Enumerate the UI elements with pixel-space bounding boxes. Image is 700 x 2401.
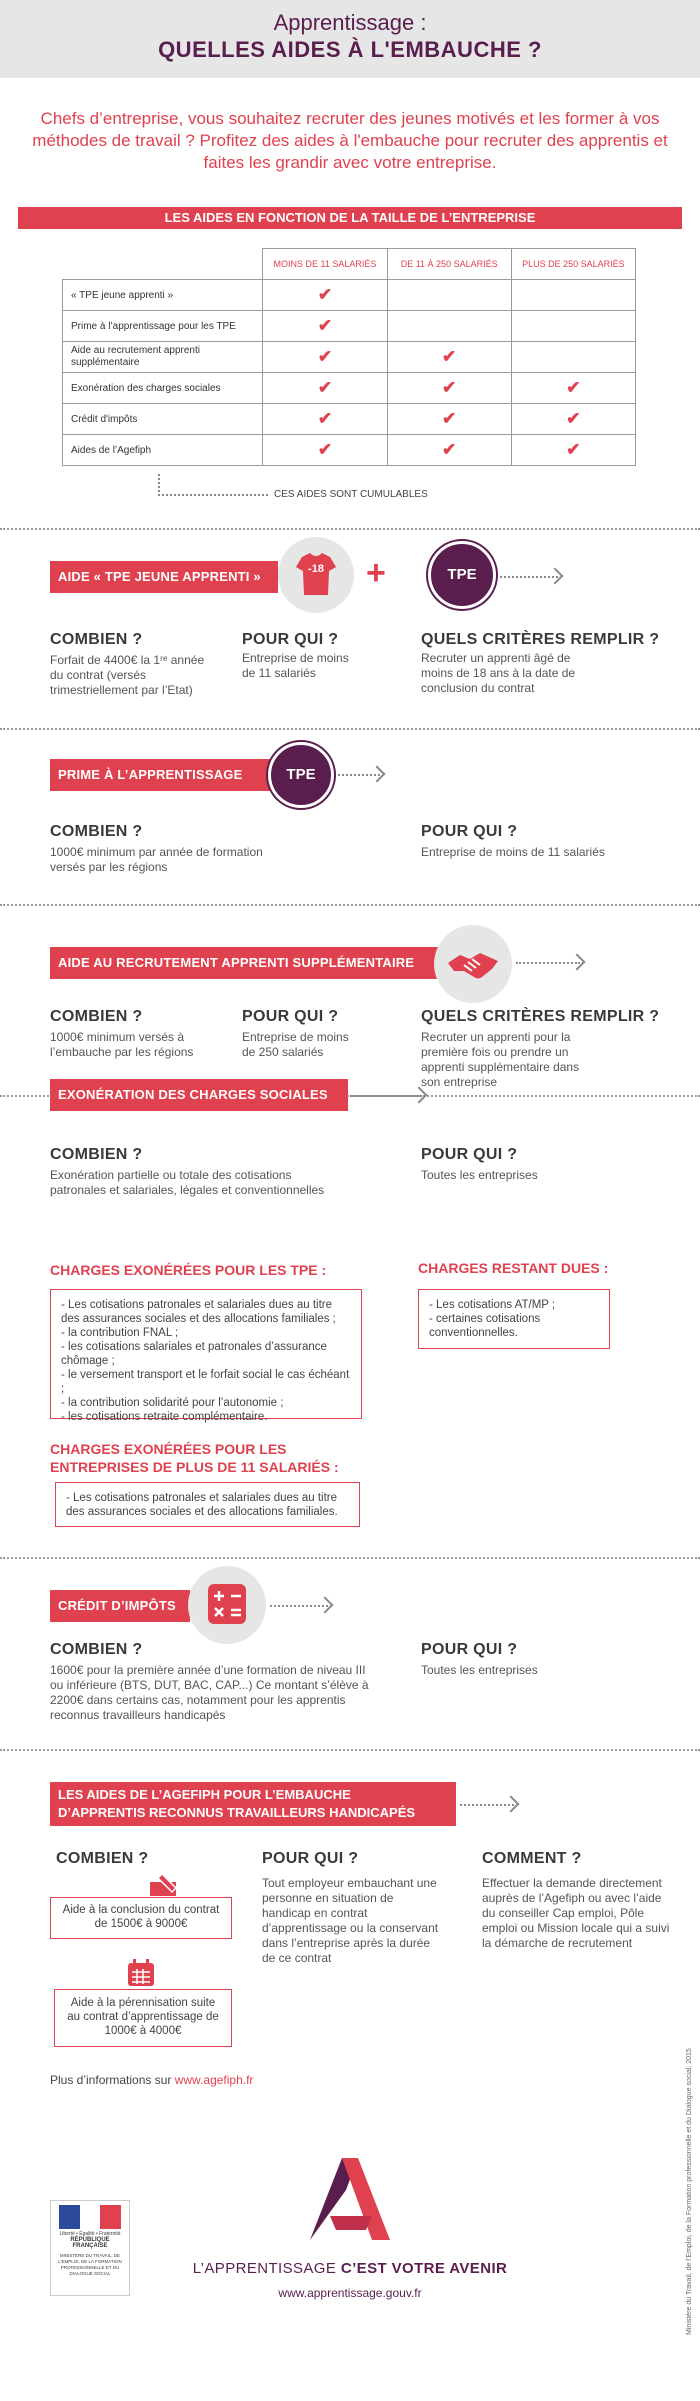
s4-combien-heading: COMBIEN ? [50, 1146, 143, 1163]
s2-combien-text: 1000€ minimum par année de formation versés par les régions [50, 845, 263, 874]
list-item: - les cotisations salariales et patronales d’assurance chômage ; [61, 1341, 327, 1367]
cumulable-note: CES AIDES SONT CUMULABLES [274, 489, 428, 500]
s6-combien-heading: COMBIEN ? [56, 1850, 149, 1867]
row-label: Aide au recrutement apprenti supplémentaire [63, 342, 263, 373]
s6-pourqui-text: Tout employeur embauchant une personne en situation de handicap en contrat d’apprentissage ou la conservant dans l’entreprise après la durée de ce contrat [262, 1876, 439, 1965]
check-icon: ✔ [263, 404, 387, 435]
arrow-head [317, 1597, 334, 1614]
aids-table [62, 248, 636, 466]
gov-republique: RÉPUBLIQUE FRANÇAISE [70, 2237, 110, 2249]
arrow-head [569, 954, 586, 971]
table-row [63, 280, 636, 311]
s6-comment-text: Effectuer la demande directement auprès de l’Agefiph ou avec l’aide du conseiller Cap emploi, Pôle emploi ou Mission locale qui a suivi la démarche de recrutement [482, 1876, 670, 1950]
s1-combien-heading: COMBIEN ? [50, 631, 143, 648]
s1-criteres-heading: QUELS CRITÈRES REMPLIR ? [421, 631, 660, 648]
check-icon: ✔ [263, 435, 387, 466]
slogan-part1: L’APPRENTISSAGE [192, 2260, 341, 2277]
s1-pourqui-text: Entreprise de moins de 11 salariés [242, 651, 349, 680]
arrow-head [369, 766, 386, 783]
s1-criteres-text: Recruter un apprenti âgé de moins de 18 ans à la date de conclusion du contrat [421, 651, 576, 695]
table-row [63, 342, 636, 373]
check-icon: ✔ [263, 311, 387, 342]
table-row [63, 311, 636, 342]
column-header: PLUS DE 250 SALARIÉS [511, 249, 635, 280]
intro-text: Chefs d’entreprise, vous souhaitez recruter des jeunes motivés et les former à vos méthodes de travail ? Profitez des aides à l'embauche pour recruter des apprentis et faites les grandir avec votre entreprise. [32, 109, 668, 172]
s6-pourqui-heading: POUR QUI ? [262, 1850, 359, 1867]
row-label: Crédit d'impôts [63, 404, 263, 435]
list-item: - Les cotisations patronales et salariales dues au titre des assurances sociales et des allocations familiales ; [61, 1299, 336, 1325]
s2-combien-heading: COMBIEN ? [50, 823, 143, 840]
s5-combien-heading: COMBIEN ? [50, 1641, 143, 1658]
pen-icon [140, 1870, 184, 1898]
agefiph-banner-line2: D’APPRENTIS RECONNUS TRAVAILLEURS HANDICAPÉS [58, 1805, 416, 1820]
s4-pourqui-text: Toutes les entreprises [421, 1168, 538, 1182]
check-icon: ✔ [511, 373, 635, 404]
check-icon: ✔ [387, 342, 511, 373]
plus11-charges-heading: CHARGES EXONÉRÉES POUR LES ENTREPRISES DE PLUS DE 11 SALARIÉS : [50, 1441, 339, 1475]
s4-pourqui-heading: POUR QUI ? [421, 1146, 518, 1163]
divider [0, 904, 700, 906]
check-icon: ✔ [263, 373, 387, 404]
prime-apprentissage-banner: PRIME À L’APPRENTISSAGE [50, 759, 272, 791]
row-label: « TPE jeune apprenti » [63, 280, 263, 311]
check-icon: ✔ [387, 435, 511, 466]
check-icon: ✔ [511, 404, 635, 435]
tpe-badge-icon [428, 541, 496, 609]
divider [0, 528, 700, 530]
table-row [63, 373, 636, 404]
s5-pourqui-text: Toutes les entreprises [421, 1663, 538, 1677]
handshake-icon [434, 925, 512, 1003]
gov-motto: Liberté • Égalité • Fraternité [59, 2231, 121, 2237]
charges-dues-box [418, 1289, 610, 1349]
tpe-badge-label: TPE [447, 566, 477, 583]
check-icon: ✔ [387, 404, 511, 435]
row-label: Exonération des charges sociales [63, 373, 263, 404]
s3-criteres-heading: QUELS CRITÈRES REMPLIR ? [421, 1008, 660, 1025]
tpe-charges-box [50, 1289, 362, 1423]
more-info-prefix: Plus d’informations sur [50, 2073, 175, 2087]
divider [0, 1557, 700, 1559]
government-logo [50, 2200, 130, 2296]
agefiph-box-contract: Aide à la conclusion du contrat de 1500€ à 9000€ [50, 1897, 232, 1939]
agefiph-banner-line1: LES AIDES DE L’AGEFIPH POUR L’EMBAUCHE [58, 1787, 351, 1802]
s3-criteres-text: Recruter un apprenti pour la première fois ou prendre un apprenti supplémentaire dans son entreprise [421, 1030, 580, 1089]
check-icon: ✔ [511, 435, 635, 466]
shirt-label: -18 [308, 563, 324, 575]
tpe-badge-icon [268, 742, 334, 808]
divider [0, 1749, 700, 1751]
table-header-row [63, 249, 636, 280]
s2-pourqui-heading: POUR QUI ? [421, 823, 518, 840]
tpe-jeune-apprenti-banner: AIDE « TPE JEUNE APPRENTI » [50, 561, 278, 593]
footer-url[interactable]: www.apprentissage.gouv.fr [278, 2286, 422, 2300]
gov-ministry: MINISTÈRE DU TRAVAIL, DE L’EMPLOI, DE LA FORMATION PROFESSIONNELLE ET DU DIALOGUE SOCIAL [58, 2253, 122, 2276]
table-row [63, 404, 636, 435]
tpe-badge-label: TPE [286, 766, 316, 783]
agefiph-link[interactable]: www.agefiph.fr [174, 2073, 254, 2087]
arrow-head [503, 1796, 520, 1813]
s2-pourqui-text: Entreprise de moins de 11 salariés [421, 845, 605, 859]
slogan-part2: C’EST VOTRE AVENIR [340, 2260, 508, 2277]
check-icon: ✔ [263, 280, 387, 311]
s6-comment-heading: COMMENT ? [482, 1850, 582, 1867]
header [0, 0, 700, 78]
list-item: - certaines cotisations conventionnelles. [429, 1313, 541, 1339]
s3-combien-text: 1000€ minimum versés à l’embauche par les régions [50, 1030, 194, 1059]
s4-combien-text: Exonération partielle ou totale des cotisations patronales et salariales, légales et conventionnelles [50, 1168, 325, 1197]
s1-combien-text: Forfait de 4400€ la 1ʳᵉ année du contrat (versés trimestriellement par l’Etat) [50, 653, 205, 697]
tpe-charges-heading: CHARGES EXONÉRÉES POUR LES TPE : [50, 1262, 327, 1278]
marianne-icon [59, 2205, 121, 2229]
recrutement-supplementaire-banner: AIDE AU RECRUTEMENT APPRENTI SUPPLÉMENTAIRE [50, 947, 438, 979]
column-header: DE 11 À 250 SALARIÉS [387, 249, 511, 280]
list-item: - la contribution FNAL ; [61, 1327, 179, 1339]
s5-pourqui-heading: POUR QUI ? [421, 1641, 518, 1658]
s1-pourqui-heading: POUR QUI ? [242, 631, 339, 648]
row-label: Prime à l’apprentissage pour les TPE [63, 311, 263, 342]
s3-pourqui-heading: POUR QUI ? [242, 1008, 339, 1025]
table-corner [63, 249, 263, 280]
header-title-line1: Apprentissage : [273, 10, 427, 35]
list-item: - Les cotisations AT/MP ; [429, 1299, 556, 1311]
tshirt-icon [278, 537, 354, 613]
s3-combien-heading: COMBIEN ? [50, 1008, 143, 1025]
calculator-icon [188, 1566, 266, 1644]
list-item: - la contribution solidarité pour l’autonomie ; [61, 1397, 284, 1409]
table-title-banner: LES AIDES EN FONCTION DE LA TAILLE DE L’ENTREPRISE [18, 207, 682, 229]
slogan [0, 2260, 700, 2277]
row-label: Aides de l’Agefiph [63, 435, 263, 466]
s5-combien-text: 1600€ pour la première année d’une formation de niveau III ou inférieure (BTS, DUT, BAC, CAP...) Ce montant s’élève à 2200€ dans certains cas, notamment pour les apprentis reconnus travailleurs handicapés [50, 1663, 369, 1722]
agefiph-box-perennisation: Aide à la pérennisation suite au contrat d’apprentissage de 1000€ à 4000€ [54, 1989, 232, 2047]
table-row [63, 435, 636, 466]
plus-sign: + [366, 554, 386, 592]
page-title: QUELLES AIDES À L'EMBAUCHE ? [158, 37, 542, 62]
check-icon: ✔ [387, 373, 511, 404]
calendar-icon [126, 1958, 156, 1988]
divider [0, 728, 700, 730]
plus11-charges-box: - Les cotisations patronales et salariales dues au titre des assurances sociales et des allocations familiales. [55, 1482, 360, 1527]
exoneration-banner: EXONÉRATION DES CHARGES SOCIALES [50, 1079, 348, 1111]
apprentissage-logo [300, 2150, 400, 2250]
agefiph-banner [50, 1782, 456, 1826]
credit-impots-banner: CRÉDIT D’IMPÔTS [50, 1590, 190, 1622]
list-item: - le versement transport et le forfait social le cas échéant ; [61, 1369, 350, 1395]
column-header: MOINS DE 11 SALARIÉS [263, 249, 387, 280]
check-icon: ✔ [263, 342, 387, 373]
more-info [50, 2073, 253, 2087]
charges-dues-heading: CHARGES RESTANT DUES : [418, 1260, 609, 1276]
side-credit: Ministère du Travail, de l’Emploi, de la Formation professionnelle et du Dialogue social, 2015 [686, 2048, 693, 2335]
list-item: - les cotisations retraite complémentaire. [61, 1411, 268, 1423]
s3-pourqui-text: Entreprise de moins de 250 salariés [242, 1030, 349, 1059]
cumulable-bracket [158, 474, 268, 496]
arrow-head [547, 568, 564, 585]
